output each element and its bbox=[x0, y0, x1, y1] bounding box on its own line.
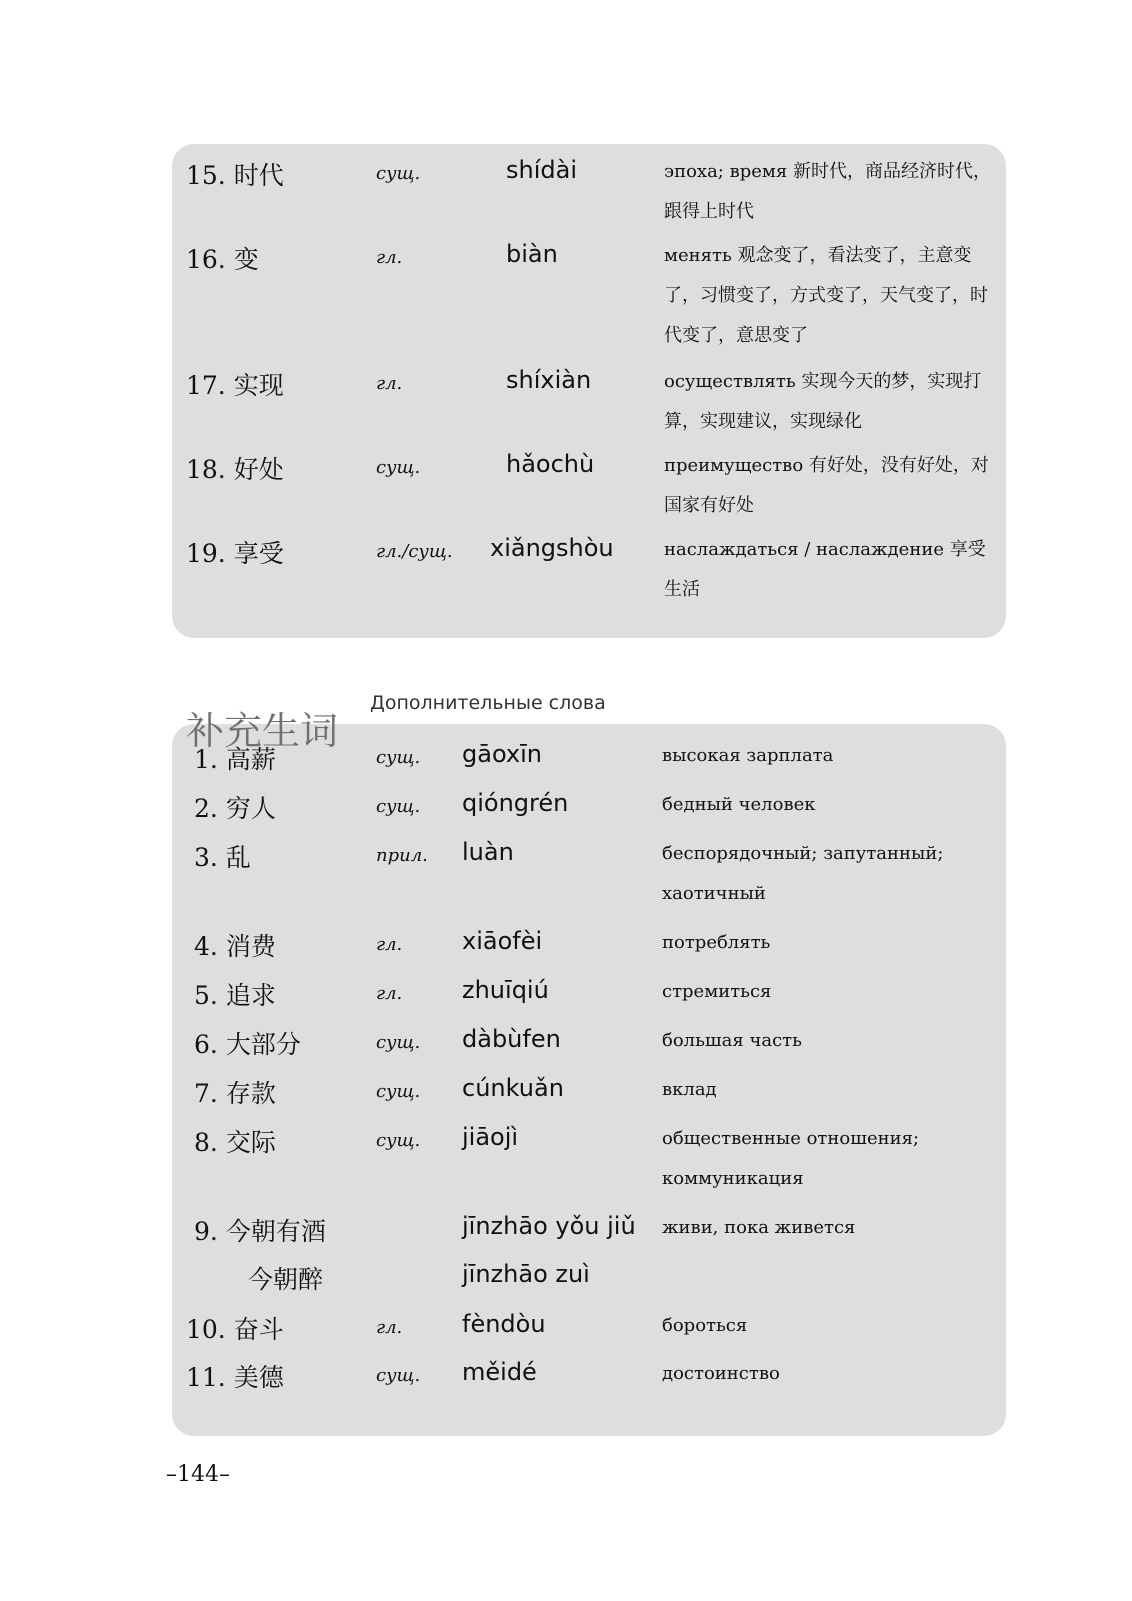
entry-pinyin: gāoxīn bbox=[462, 740, 542, 768]
entry-pos: сущ. bbox=[376, 1130, 421, 1151]
entry-meaning: беспорядочный; запутанный; хаотичный bbox=[662, 843, 944, 904]
entry-meaning: менять 观念变了，看法变了，主意变了，习惯变了，方式变了，天气变了，时代变了，意思变了 bbox=[664, 245, 988, 346]
entry-meaning: эпоха; время 新时代，商品经济时代，跟得上时代 bbox=[664, 161, 991, 222]
entry-pos: гл. bbox=[376, 934, 403, 955]
entry-meaning: достоинство bbox=[662, 1363, 780, 1384]
entry-number: 8. bbox=[194, 1128, 218, 1157]
entry-word: 今朝醉 bbox=[248, 1265, 324, 1294]
entry-pinyin: biàn bbox=[506, 240, 558, 268]
entry-pinyin: xiǎngshòu bbox=[490, 534, 614, 562]
entry-pinyin: jīnzhāo yǒu jiǔ bbox=[462, 1212, 636, 1240]
entry-pinyin: qióngrén bbox=[462, 789, 569, 817]
entry-pinyin: jiāojì bbox=[462, 1123, 519, 1151]
entry-word: 今朝有酒 bbox=[225, 1217, 326, 1246]
entry-number: 19. bbox=[186, 539, 226, 568]
entry-pos: сущ. bbox=[376, 747, 421, 768]
entry-meaning: наслаждаться / наслаждение 享受生活 bbox=[664, 539, 986, 600]
entry-word: 高薪 bbox=[225, 745, 276, 774]
entry-pinyin: jīnzhāo zuì bbox=[462, 1260, 590, 1288]
entry-meaning: общественные отношения; коммуникация bbox=[662, 1128, 920, 1189]
entry-pos: сущ. bbox=[376, 1032, 421, 1053]
entry-meaning: потреблять bbox=[662, 932, 771, 953]
entry-word: 奋斗 bbox=[233, 1315, 284, 1344]
entry-pos: прил. bbox=[376, 845, 428, 866]
entry-word: 变 bbox=[233, 245, 259, 274]
entry-pinyin: luàn bbox=[462, 838, 514, 866]
entry-pinyin: xiāofèi bbox=[462, 927, 543, 955]
entry-word: 消费 bbox=[225, 932, 276, 961]
entry-pinyin: hǎochù bbox=[506, 450, 595, 478]
entry-pos: сущ. bbox=[376, 1081, 421, 1102]
entry-number: 10. bbox=[186, 1315, 226, 1344]
entry-pinyin: cúnkuǎn bbox=[462, 1074, 564, 1102]
entry-word: 交际 bbox=[225, 1128, 276, 1157]
vocabulary-panel-supplementary bbox=[172, 724, 1006, 1436]
entry-word: 大部分 bbox=[225, 1030, 301, 1059]
entry-pinyin: fèndòu bbox=[462, 1310, 546, 1338]
entry-word: 存款 bbox=[225, 1079, 276, 1108]
entry-number: 18. bbox=[186, 455, 226, 484]
entry-word: 美德 bbox=[233, 1363, 284, 1392]
entry-pinyin: shíxiàn bbox=[506, 366, 592, 394]
entry-meaning: высокая зарплата bbox=[662, 745, 834, 766]
entry-meaning: бедный человек bbox=[662, 794, 816, 815]
entry-pos: гл. bbox=[376, 1317, 403, 1338]
entry-word: 追求 bbox=[225, 981, 276, 1010]
entry-pinyin: zhuīqiú bbox=[462, 976, 549, 1004]
entry-word: 时代 bbox=[233, 161, 284, 190]
page-number: –144– bbox=[166, 1462, 230, 1487]
entry-meaning: преимущество 有好处，没有好处，对国家有好处 bbox=[664, 455, 989, 516]
entry-number: 15. bbox=[186, 161, 226, 190]
entry-pinyin: shídài bbox=[506, 156, 577, 184]
entry-word: 穷人 bbox=[225, 794, 276, 823]
entry-meaning: стремиться bbox=[662, 981, 772, 1002]
entry-word: 享受 bbox=[233, 539, 284, 568]
vocabulary-panel-main bbox=[172, 144, 1006, 638]
entry-meaning: осуществлять 实现今天的梦，实现打算，实现建议，实现绿化 bbox=[664, 371, 982, 432]
entry-meaning: живи, пока живется bbox=[662, 1217, 856, 1238]
entry-pinyin: dàbùfen bbox=[462, 1025, 561, 1053]
entry-word: 实现 bbox=[233, 371, 284, 400]
entry-pos: гл. bbox=[376, 247, 403, 268]
entry-number: 3. bbox=[194, 843, 218, 872]
entry-pos: сущ. bbox=[376, 796, 421, 817]
entry-number: 2. bbox=[194, 794, 218, 823]
entry-number: 4. bbox=[194, 932, 218, 961]
section-title-chinese: 补充生词 bbox=[186, 709, 339, 753]
entry-number: 17. bbox=[186, 371, 226, 400]
entry-meaning: вклад bbox=[662, 1079, 717, 1100]
entry-meaning: большая часть bbox=[662, 1030, 802, 1051]
entry-pinyin: měidé bbox=[462, 1358, 537, 1386]
entry-number: 9. bbox=[194, 1217, 218, 1246]
entry-number: 5. bbox=[194, 981, 218, 1010]
entry-pos: гл. bbox=[376, 373, 403, 394]
entry-pos: сущ. bbox=[376, 163, 421, 184]
entry-number: 11. bbox=[186, 1363, 226, 1392]
entry-pos: гл./сущ. bbox=[376, 541, 453, 562]
entry-pos: гл. bbox=[376, 983, 403, 1004]
entry-meaning: бороться bbox=[662, 1315, 748, 1336]
entry-number: 1. bbox=[194, 745, 218, 774]
entry-number: 16. bbox=[186, 245, 226, 274]
entry-pos: сущ. bbox=[376, 1365, 421, 1386]
section-title-russian: Дополнительные слова bbox=[370, 692, 606, 714]
entry-word: 好处 bbox=[233, 455, 284, 484]
entry-word: 乱 bbox=[225, 843, 251, 872]
entry-number: 6. bbox=[194, 1030, 218, 1059]
entry-pos: сущ. bbox=[376, 457, 421, 478]
entry-number: 7. bbox=[194, 1079, 218, 1108]
